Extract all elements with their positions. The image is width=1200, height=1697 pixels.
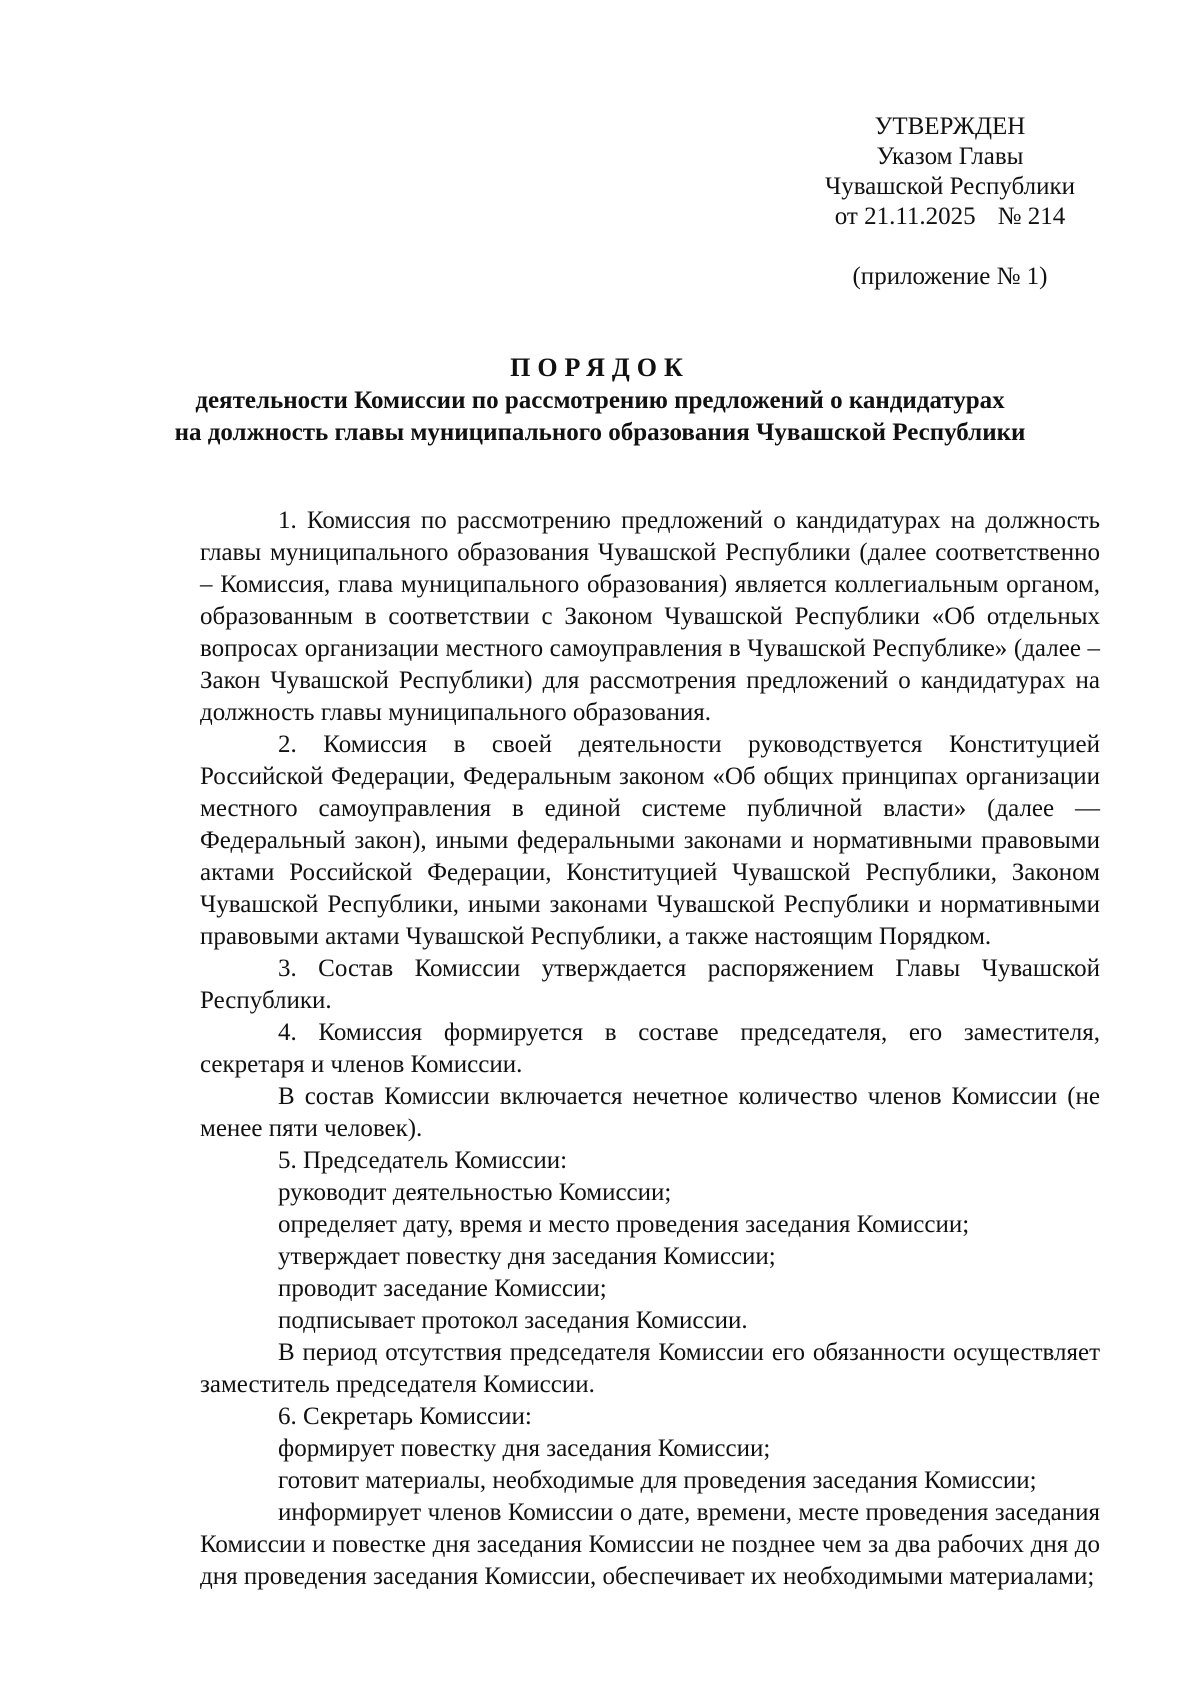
approval-status: УТВЕРЖДЕН xyxy=(874,113,1026,140)
paragraph: В состав Комиссии включается нечетное количество членов Комиссии (не менее пяти человек). xyxy=(200,1083,1100,1142)
paragraph: определяет дату, время и место проведения заседания Комиссии; xyxy=(278,1211,970,1238)
approval-date: от 21.11.2025 xyxy=(834,203,976,230)
paragraph: 3. Состав Комиссии утверждается распоряжением Главы Чувашской Республики. xyxy=(200,955,1100,1014)
paragraph: 4. Комиссия формируется в составе председателя, его заместителя, секретаря и членов Комиссии. xyxy=(200,1019,1100,1078)
document-title: ПОРЯДОК xyxy=(510,353,690,382)
approval-number: № 214 xyxy=(997,203,1066,230)
document-body xyxy=(200,505,1100,1593)
paragraph: 5. Председатель Комиссии: xyxy=(278,1147,568,1174)
paragraph: формирует повестку дня заседания Комиссии; xyxy=(278,1435,771,1462)
approval-region: Чувашской Республики xyxy=(824,173,1076,200)
approval-authority: Указом Главы xyxy=(876,143,1024,170)
subtitle-line-1: деятельности Комиссии по рассмотрению предложений о кандидатурах xyxy=(195,387,1005,414)
paragraph: руководит деятельностью Комиссии; xyxy=(278,1179,672,1206)
paragraph: 2. Комиссия в своей деятельности руководствуется Конституцией Российской Федерации, Федеральным законом «Об общих принципах организации местного самоуправления в единой системе публичной власти» (далее — Федеральный закон), иными федеральными законами и нормативными правовыми актами Российской Федерации, Конституцией Чувашской Республики, Законом Чувашской Республики, иными законами Чувашской Республики и нормативными правовыми актами Чувашской Республики, а также настоящим Порядком. xyxy=(200,731,1100,950)
subtitle-line-2: на должность главы муниципального образования Чувашской Республики xyxy=(174,419,1026,446)
paragraph: готовит материалы, необходимые для проведения заседания Комиссии; xyxy=(278,1467,1037,1494)
paragraph: подписывает протокол заседания Комиссии. xyxy=(278,1307,748,1334)
approval-stamp xyxy=(800,112,1100,232)
paragraph: В период отсутствия председателя Комиссии его обязанности осуществляет заместитель председателя Комиссии. xyxy=(200,1339,1100,1398)
paragraph: 6. Секретарь Комиссии: xyxy=(278,1403,532,1430)
paragraph: проводит заседание Комиссии; xyxy=(278,1275,607,1302)
paragraph: информирует членов Комиссии о дате, времени, месте проведения заседания Комиссии и повестке дня заседания Комиссии не позднее чем за два рабочих дня до дня проведения заседания Комиссии, обеспечивает их необходимыми материалами; xyxy=(200,1499,1100,1590)
paragraph: 1. Комиссия по рассмотрению предложений о кандидатурах на должность главы муниципального образования Чувашской Республики (далее соответственно – Комиссия, глава муниципального образования) является коллегиальным органом, образованным в соответствии с Законом Чувашской Республики «Об отдельных вопросах организации местного самоуправления в Чувашской Республике» (далее – Закон Чувашской Республики) для рассмотрения предложений о кандидатурах на должность главы муниципального образования. xyxy=(200,507,1100,726)
appendix-label: (приложение № 1) xyxy=(852,263,1048,290)
paragraph: утверждает повестку дня заседания Комиссии; xyxy=(278,1243,776,1270)
document-subtitle xyxy=(100,385,1100,449)
approval-date-line xyxy=(800,202,1100,232)
